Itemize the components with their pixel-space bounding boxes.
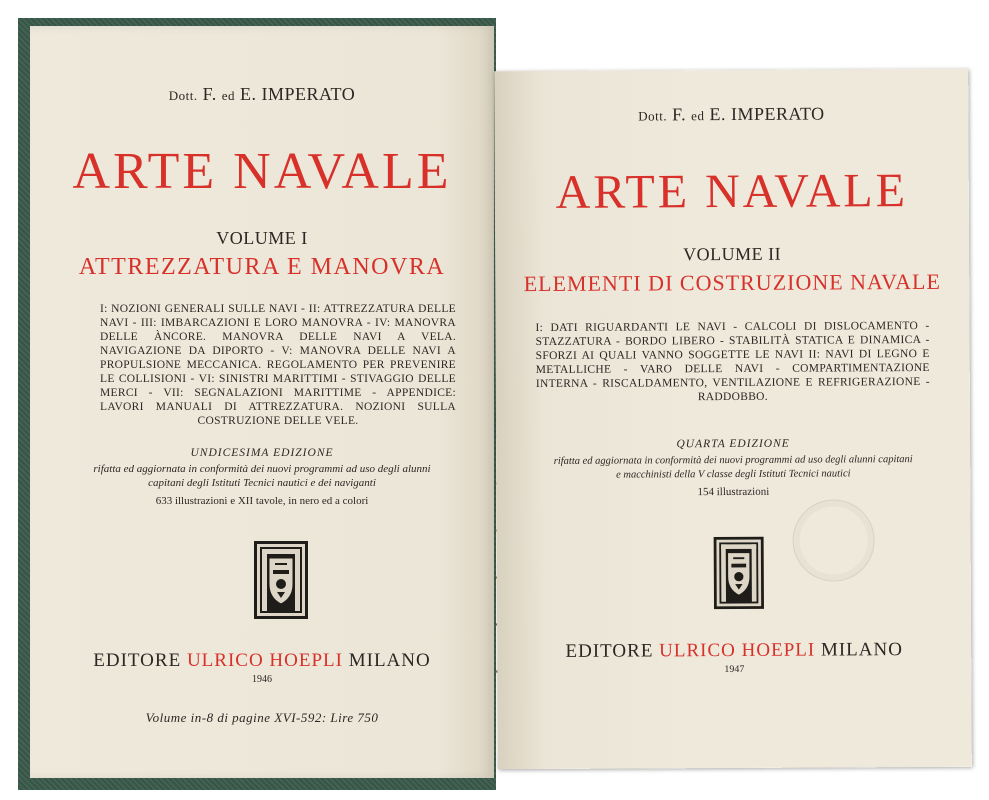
publication-year: 1946 (252, 674, 272, 685)
author-initial: F. (202, 84, 217, 104)
publisher-editore: EDITORE (93, 650, 182, 671)
contents-summary: I: DATI RIGUARDANTI LE NAVI - CALCOLI DI DISLOCAMENTO - STAZZATURA - BORDO LIBERO - STABILITÀ STATICA E DINAMICA - SFORZI AI QUALI VANNO SOGGETTE LE NAVI II: NAVI DI LEGNO E METALLICHE - VARO DELLE NAVI - COMPARTIMENTAZIONE INTERNA - RISCALDAMENTO, VENTILAZIONE E REFRIGERAZIONE - RADDOBBO. (535, 319, 930, 404)
edition-note-line-1: rifatta ed aggiornata in conformità dei nuovi programmi ad uso degli alunni (93, 463, 431, 475)
author-line (30, 84, 494, 105)
publisher-line (497, 639, 971, 663)
author-joiner: ed (691, 108, 705, 124)
book-title: ARTE NAVALE (555, 164, 909, 219)
edition-note-line-2: e macchinisti della V classe degli Istituti Tecnici nautici (616, 468, 851, 481)
publisher-line (30, 650, 494, 672)
left-title-page (30, 26, 494, 778)
hoepli-emblem-icon (713, 536, 765, 610)
edition-label: QUARTA EDIZIONE (676, 437, 790, 451)
author-joiner: ed (221, 88, 236, 103)
publisher-city: MILANO (820, 639, 903, 661)
volume-label: VOLUME II (683, 243, 782, 265)
library-stamp (792, 499, 874, 581)
publisher-name: ULRICO HOEPLI (659, 639, 816, 662)
publisher-city: MILANO (348, 650, 431, 671)
author-name: E. IMPERATO (709, 103, 825, 125)
volume-label: VOLUME I (216, 228, 308, 248)
contents-summary: I: NOZIONI GENERALI SULLE NAVI - II: ATTREZZATURA DELLE NAVI - III: IMBARCAZIONI E LORO MANOVRA - IV: MANOVRA DELLE ÀNCORE. MANOVRA DELLE NAVI A VELA. NAVIGAZIONE DA DIPORTO - V: MANOVRA DELLE NAVI A PROPULSIONE MECCANICA. REGOLAMENTO PER PREVENIRE LE COLLISIONI - VI: SINISTRI MARITTIMI - STIVAGGIO DELLE MERCI - VII: SEGNALAZIONI MARITTIME - APPENDICE: LAVORI MANUALI DI ATTREZZATURA. NOZIONI SULLA COSTRUZIONE DELLE VELE. (100, 303, 456, 427)
edition-label: UNDICESIMA EDIZIONE (190, 447, 334, 459)
edition-note-line-2: capitani degli Istituti Tecnici nautici e dei naviganti (148, 477, 376, 489)
author-initial: F. (672, 104, 687, 125)
publisher-name: ULRICO HOEPLI (186, 650, 343, 671)
hoepli-emblem-icon (253, 540, 309, 620)
illustrations-count: 154 illustrazioni (697, 485, 770, 499)
author-name: E. IMPERATO (240, 84, 356, 104)
publication-year: 1947 (724, 663, 745, 676)
volume-subtitle: ELEMENTI DI COSTRUZIONE NAVALE (523, 268, 941, 297)
publisher-editore: EDITORE (565, 640, 654, 662)
volume-subtitle: ATTREZZATURA E MANOVRA (78, 254, 446, 280)
right-title-page (494, 69, 972, 769)
author-prefix: Dott. (168, 88, 198, 103)
illustrations-count: 633 illustrazioni e XII tavole, in nero ed a colori (155, 495, 369, 507)
price-line: Volume in-8 di pagine XVI-592: Lire 750 (145, 710, 379, 725)
book-title: ARTE NAVALE (72, 143, 452, 200)
author-prefix: Dott. (638, 108, 668, 124)
author-line (494, 103, 968, 126)
edition-note-line-1: rifatta ed aggiornata in conformità dei nuovi programmi ad uso degli alunni capitani (553, 454, 913, 467)
